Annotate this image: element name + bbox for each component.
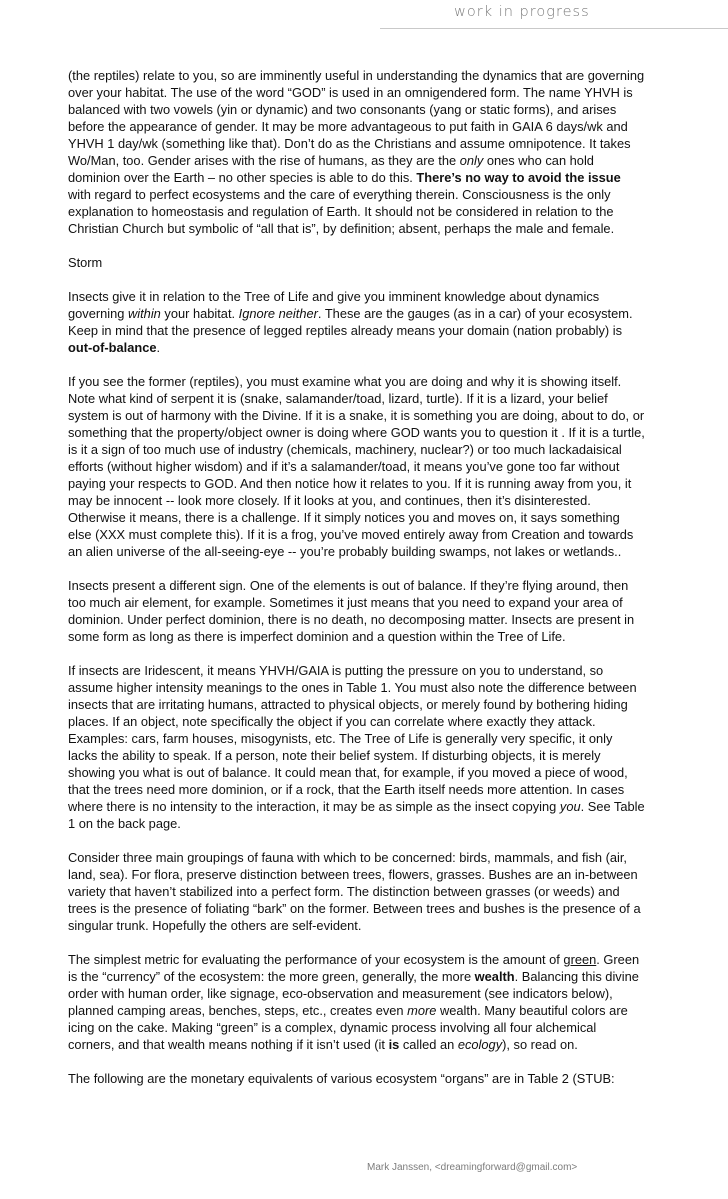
- text-line: [68, 1002, 668, 1019]
- italic-text: only: [459, 153, 484, 168]
- text-line: [68, 152, 668, 169]
- paragraph: [68, 254, 668, 271]
- paragraph: [68, 662, 668, 832]
- text-line: [68, 203, 668, 220]
- text-run: lacks the ability to speak. If a person, note their belief system. If disturbing objects, it is merely: [68, 748, 601, 763]
- text-run: The following are the monetary equivalents of various ecosystem “organs” are in Table 2 (STUB:: [68, 1071, 615, 1086]
- text-line: [68, 526, 668, 543]
- underlined-text: green: [563, 952, 597, 967]
- text-line: [68, 577, 668, 594]
- text-line: [68, 951, 668, 968]
- text-run: Examples: cars, farm houses, misogynists, etc. The Tree of Life is generally very specific, it only: [68, 731, 613, 746]
- text-run: corners, and that wealth means nothing if it isn’t used (it: [68, 1037, 389, 1052]
- text-line: [68, 1036, 668, 1053]
- text-run: singular trunk. Hopefully the others are self-evident.: [68, 918, 362, 933]
- text-run: wealth. Many beautiful colors are: [436, 1003, 628, 1018]
- text-run: Note what kind of serpent it is (snake, salamander/toad, lizard, turtle). If it is a lizard, your belief: [68, 391, 608, 406]
- bold-text: There’s no way to avoid the issue: [416, 170, 621, 185]
- paragraph: [68, 67, 668, 237]
- italic-text: more: [407, 1003, 437, 1018]
- text-run: over your habitat. The use of the word “GOD” is used in an omnigendered form. The name YHVH is: [68, 85, 633, 100]
- text-run: . Balancing this divine: [514, 969, 639, 984]
- text-line: [68, 305, 668, 322]
- text-run: is it a sign of too much use of industry (chemicals, machinery, nuclear?) or too much lackadaisical: [68, 442, 622, 457]
- text-run: called an: [399, 1037, 458, 1052]
- text-run: some form as long as there is imperfect dominion and a question within the Tree of Life.: [68, 629, 566, 644]
- text-run: governing: [68, 306, 128, 321]
- text-run: an alien universe of the all-seeing-eye -- you’re probably building swamps, not lakes or wetlands..: [68, 544, 622, 559]
- italic-text: Ignore neither: [238, 306, 318, 321]
- text-line: [68, 985, 668, 1002]
- text-line: [68, 883, 668, 900]
- text-run: may be innocent -- look more closely. If it looks at you, and continues, then it’s disinterested.: [68, 493, 591, 508]
- italic-text: you: [559, 799, 581, 814]
- header-divider: [380, 28, 728, 29]
- text-run: balanced with two vowels (yin or dynamic) and two consonants (yang or static forms), and arises: [68, 102, 617, 117]
- text-line: [68, 135, 668, 152]
- text-line: [68, 322, 668, 339]
- text-run: trees is the presence of foliating “bark” on the former. Between trees and bushes is the presence of a: [68, 901, 641, 916]
- text-run: Keep in mind that the presence of legged reptiles already means your domain (nation probably) is: [68, 323, 623, 338]
- text-line: [68, 696, 668, 713]
- text-run: Insects present a different sign. One of the elements is out of balance. If they’re flying around, then: [68, 578, 629, 593]
- text-run: ones who can hold: [483, 153, 594, 168]
- text-run: your habitat.: [160, 306, 239, 321]
- bold-text: out-of-balance: [68, 340, 157, 355]
- text-run: system is out of harmony with the Divine. If it is a snake, it is something you are doing, about to do, or: [68, 408, 645, 423]
- text-run: Insects give it in relation to the Tree of Life and give you imminent knowledge about dynamics: [68, 289, 600, 304]
- paragraph: [68, 849, 668, 934]
- text-line: [68, 1019, 668, 1036]
- text-line: [68, 441, 668, 458]
- text-run: Wo/Man, too. Gender arises with the rise of humans, as they are the: [68, 153, 460, 168]
- text-run: assume higher intensity meanings to the ones in Table 1. You must also note the difference between: [68, 680, 637, 695]
- text-line: [68, 866, 668, 883]
- text-run: showing you what is out of balance. It could mean that, for example, if you moved a piece of wood,: [68, 765, 628, 780]
- text-line: [68, 815, 668, 832]
- text-line: [68, 186, 668, 203]
- text-run: Christian Church but symbolic of “all that is”, by definition; absent, perhaps the male and female.: [68, 221, 615, 236]
- paragraph: [68, 1070, 668, 1087]
- text-line: [68, 594, 668, 611]
- paragraph: [68, 951, 668, 1053]
- text-line: [68, 662, 668, 679]
- text-run: else (XXX must complete this). If it is a frog, you’ve moved entirely away from Creation and towards: [68, 527, 634, 542]
- text-line: [68, 101, 668, 118]
- bold-text: is: [388, 1037, 400, 1052]
- text-line: [68, 458, 668, 475]
- text-run: is the “currency” of the ecosystem: the more green, generally, the more: [68, 969, 475, 984]
- text-run: . See Table: [580, 799, 645, 814]
- text-line: [68, 424, 668, 441]
- text-run: something that the property/object owner is doing where GOD wants you to question it . If it is a turtle,: [68, 425, 645, 440]
- text-line: [68, 475, 668, 492]
- text-run: variety that haven’t stabilized into a perfect form. The distinction between grasses (or weeds) and: [68, 884, 620, 899]
- text-line: [68, 730, 668, 747]
- text-line: [68, 492, 668, 509]
- text-line: [68, 747, 668, 764]
- text-line: [68, 781, 668, 798]
- text-line: [68, 968, 668, 985]
- text-run: paying your respects to GOD. And then notice how it relates to you. If it is running away from you, it: [68, 476, 632, 491]
- text-run: . Green: [596, 952, 640, 967]
- text-run: Consider three main groupings of fauna with which to be concerned: birds, mammals, and fish (air,: [68, 850, 627, 865]
- footer-author: Mark Janssen, <dreamingforward@gmail.com>: [367, 1162, 578, 1173]
- text-run: dominion over the Earth – no other species is able to do this.: [68, 170, 417, 185]
- text-line: [68, 764, 668, 781]
- text-run: dominion. Under perfect dominion, there is no death, no decomposing matter. Insects are present in: [68, 612, 635, 627]
- text-run: . These are the gauges (as in a car) of your ecosystem.: [317, 306, 633, 321]
- text-run: planned camping areas, benches, steps, etc., creates even: [68, 1003, 408, 1018]
- text-run: (the reptiles) relate to you, so are imminently useful in understanding the dynamics that are governing: [68, 68, 645, 83]
- text-run: order with human order, like signage, eco-observation and measurement (see indicators below),: [68, 986, 613, 1001]
- text-run: The simplest metric for evaluating the performance of your ecosystem is the amount of: [68, 952, 564, 967]
- text-line: [68, 390, 668, 407]
- text-line: [68, 67, 668, 84]
- text-run: .: [156, 340, 161, 355]
- header-title: work in progress: [454, 4, 590, 20]
- paragraph: [68, 577, 668, 645]
- text-run: Otherwise it means, there is a challenge. If it simply notices you and moves on, it says something: [68, 510, 620, 525]
- text-run: If you see the former (reptiles), you must examine what you are doing and why it is showing itself.: [68, 374, 622, 389]
- text-line: [68, 679, 668, 696]
- text-run: YHVH 1 day/wk (something like that). Don’t do as the Christians and assume omnipotence. It takes: [68, 136, 631, 151]
- text-line: [68, 628, 668, 645]
- text-line: [68, 118, 668, 135]
- paragraph: [68, 373, 668, 560]
- text-run: Storm: [68, 255, 103, 270]
- text-line: [68, 373, 668, 390]
- text-line: [68, 407, 668, 424]
- text-run: places. If an object, note specifically the object if you can correlate where exactly they attack.: [68, 714, 596, 729]
- text-run: icing on the cake. Making “green” is a complex, dynamic process involving all four alchemical: [68, 1020, 597, 1035]
- text-run: that the trees need more dominion, or if a rock, that the Earth itself needs more attention. In cases: [68, 782, 625, 797]
- text-line: [68, 543, 668, 560]
- text-line: [68, 220, 668, 237]
- text-line: [68, 900, 668, 917]
- text-run: 1 on the back page.: [68, 816, 181, 831]
- italic-text: ecology: [457, 1037, 503, 1052]
- text-line: [68, 917, 668, 934]
- text-run: too much air element, for example. Sometimes it just means that you need to expand your area of: [68, 595, 623, 610]
- italic-text: within: [127, 306, 161, 321]
- text-run: insects that are irritating humans, attracted to physical objects, or merely found by bothering hiding: [68, 697, 628, 712]
- text-run: explanation to homeostasis and regulation of Earth. It should not be considered in relation to the: [68, 204, 614, 219]
- text-run: where there is no intensity to the interaction, it may be as simple as the insect copying: [68, 799, 560, 814]
- document-body: [68, 67, 668, 1104]
- text-line: [68, 169, 668, 186]
- text-line: [68, 84, 668, 101]
- text-line: [68, 713, 668, 730]
- text-line: [68, 611, 668, 628]
- text-run: before the appearance of gender. It may be more advantageous to put faith in GAIA 6 days/wk and: [68, 119, 628, 134]
- text-line: [68, 254, 668, 271]
- paragraph: [68, 288, 668, 356]
- text-line: [68, 849, 668, 866]
- bold-text: wealth: [474, 969, 515, 984]
- text-line: [68, 1070, 668, 1087]
- text-line: [68, 509, 668, 526]
- text-run: ), so read on.: [502, 1037, 578, 1052]
- text-run: If insects are Iridescent, it means YHVH/GAIA is putting the pressure on you to understand, so: [68, 663, 604, 678]
- text-run: efforts (without higher wisdom) and if it’s a salamander/toad, it means you’ve gone too far without: [68, 459, 620, 474]
- text-line: [68, 288, 668, 305]
- text-run: land, sea). For flora, preserve distinction between trees, flowers, grasses. Bushes are an in-between: [68, 867, 638, 882]
- text-line: [68, 339, 668, 356]
- text-run: with regard to perfect ecosystems and the care of everything therein. Consciousness is the only: [68, 187, 611, 202]
- text-line: [68, 798, 668, 815]
